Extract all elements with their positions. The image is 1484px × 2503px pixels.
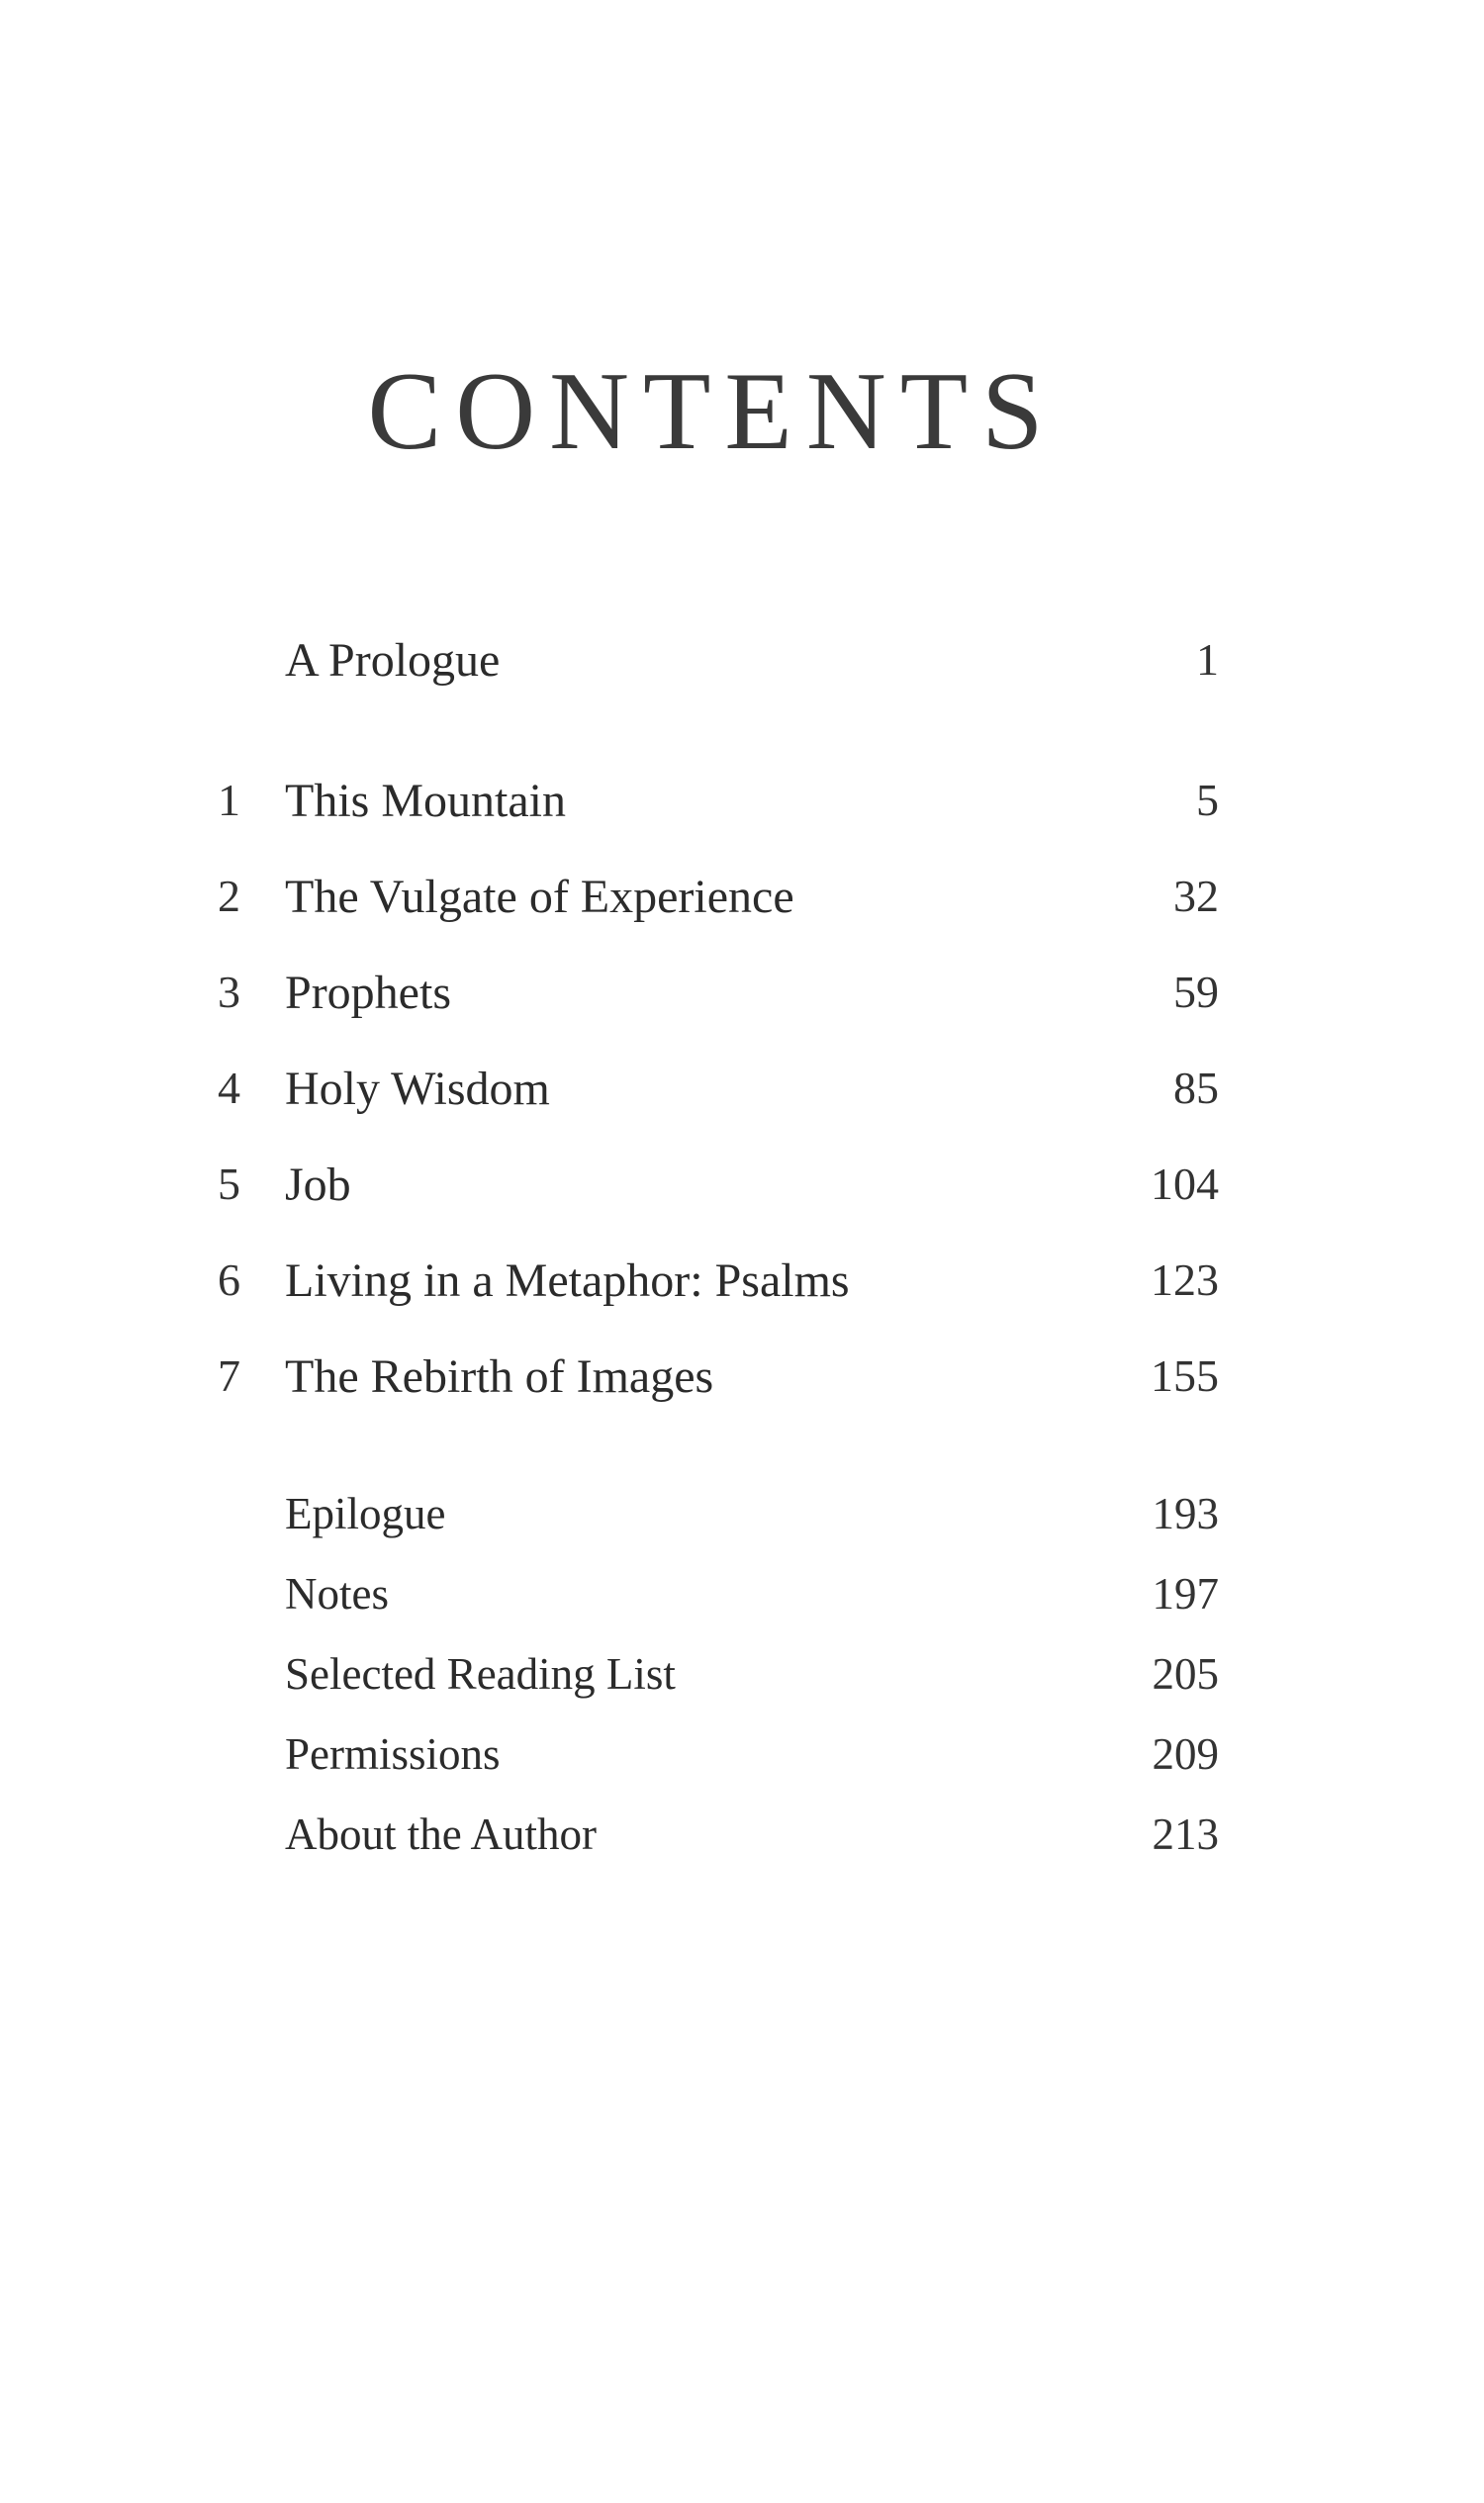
back-matter-page: 205 <box>1152 1649 1219 1699</box>
chapter-page: 5 <box>1196 775 1219 825</box>
toc-back-matter-row[interactable] <box>0 1568 1484 1637</box>
chapter-page: 85 <box>1173 1063 1219 1113</box>
toc-entry-prologue[interactable] <box>0 633 1484 702</box>
chapter-number: 1 <box>218 775 240 825</box>
back-matter-page: 213 <box>1152 1809 1219 1859</box>
chapter-title: The Rebirth of Images <box>285 1350 714 1403</box>
chapter-page: 104 <box>1151 1159 1219 1209</box>
back-matter-title: Epilogue <box>285 1489 446 1538</box>
back-matter-title: Permissions <box>285 1729 501 1779</box>
chapter-number: 7 <box>218 1350 240 1401</box>
chapter-title: Job <box>285 1159 351 1211</box>
chapter-number: 6 <box>218 1254 240 1305</box>
toc-back-matter-row[interactable] <box>0 1488 1484 1557</box>
chapter-number: 2 <box>218 871 240 921</box>
back-matter-title: Selected Reading List <box>285 1649 676 1699</box>
back-matter-title: About the Author <box>285 1809 597 1859</box>
chapter-number: 3 <box>218 967 240 1017</box>
chapter-page: 32 <box>1173 871 1219 921</box>
toc-chapter-row[interactable] <box>0 966 1484 1035</box>
chapter-title: Living in a Metaphor: Psalms <box>285 1254 850 1307</box>
chapter-title: The Vulgate of Experience <box>285 871 794 923</box>
toc-back-matter-row[interactable] <box>0 1808 1484 1878</box>
back-matter-page: 193 <box>1152 1489 1219 1538</box>
chapter-page: 59 <box>1173 967 1219 1017</box>
page-title: CONTENTS <box>367 350 1058 474</box>
toc-chapter-row[interactable] <box>0 1062 1484 1131</box>
chapter-title: Prophets <box>285 967 451 1019</box>
toc-chapter-row[interactable] <box>0 1158 1484 1227</box>
toc-back-matter-row[interactable] <box>0 1648 1484 1717</box>
back-matter-title: Notes <box>285 1569 389 1619</box>
toc-entry-page: 1 <box>1196 634 1219 685</box>
back-matter-page: 209 <box>1152 1729 1219 1779</box>
back-matter-page: 197 <box>1152 1569 1219 1619</box>
toc-chapter-row[interactable] <box>0 1253 1484 1323</box>
chapter-title: Holy Wisdom <box>285 1063 550 1115</box>
chapter-page: 155 <box>1151 1350 1219 1401</box>
toc-entry-label: A Prologue <box>285 634 501 687</box>
chapter-page: 123 <box>1151 1254 1219 1305</box>
toc-chapter-row[interactable] <box>0 1349 1484 1419</box>
chapter-title: This Mountain <box>285 775 566 827</box>
toc-chapter-row[interactable] <box>0 774 1484 843</box>
chapter-number: 4 <box>218 1063 240 1113</box>
chapter-number: 5 <box>218 1159 240 1209</box>
toc-chapter-row[interactable] <box>0 870 1484 939</box>
toc-back-matter-row[interactable] <box>0 1728 1484 1798</box>
